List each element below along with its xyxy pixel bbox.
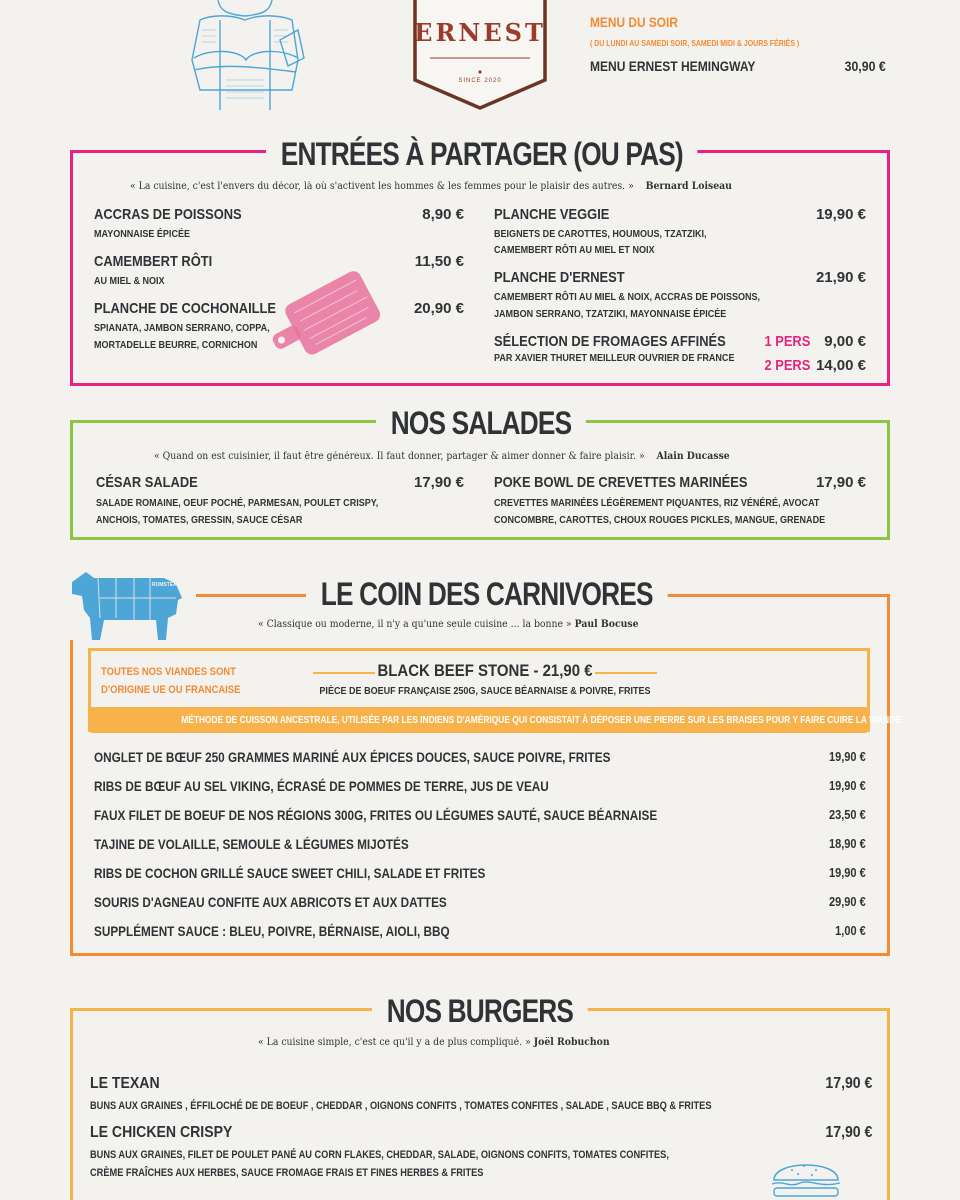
item-cesar-name: CÉSAR SALADE <box>96 474 198 491</box>
item-accras-desc: MAYONNAISE ÉPICÉE <box>94 228 191 240</box>
burger-chicken-desc-1: BUNS AUX GRAINES, FILET DE POULET PANÉ AU CORN FLAKES, CHEDDAR, SALADE, OIGNONS CONFITS, TOMATES CONFITES, <box>90 1149 669 1161</box>
chef-illustration <box>180 0 310 110</box>
item-cochonaille-desc-1: SPIANATA, JAMBON SERRANO, COPPA, <box>94 322 270 334</box>
carnivores-quote <box>258 619 639 630</box>
carnivores-title: LE COIN DES CARNIVORES <box>306 576 667 613</box>
meat-name: RIBS DE BŒUF AU SEL VIKING, ÉCRASÉ DE POMMES DE TERRE, JUS DE VEAU <box>94 778 549 794</box>
meat-row <box>94 894 866 914</box>
meat-name: RIBS DE COCHON GRILLÉ SAUCE SWEET CHILI, SALADE ET FRITES <box>94 865 486 881</box>
cooking-method-bar <box>91 707 904 733</box>
item-veggie-name: PLANCHE VEGGIE <box>494 206 610 223</box>
item-cesar-desc-2: ANCHOIS, TOMATES, GRESSIN, SAUCE CÉSAR <box>96 514 303 526</box>
burger-chicken-price: 17,90 € <box>825 1124 872 1141</box>
carnivores-left-border <box>70 640 73 956</box>
menu-du-soir-days: ( DU LUNDI AU SAMEDI SOIR, SAMEDI MIDI & JOURS FÉRIÉS ) <box>590 38 800 48</box>
item-ernest-board-desc-2: JAMBON SERRANO, TZATZIKI, MAYONNAISE ÉPICÉE <box>494 308 727 320</box>
salades-title: NOS SALADES <box>376 405 586 442</box>
item-accras-price: 8,90 € <box>422 206 464 223</box>
meat-price: 19,90 € <box>829 866 866 880</box>
origin-line-1: TOUTES NOS VIANDES SONT <box>101 666 236 678</box>
meat-name: FAUX FILET DE BOEUF DE NOS RÉGIONS 300G, FRITES OU LÉGUMES SAUTÉ, SAUCE BÉARNAISE <box>94 807 658 823</box>
burger-chicken-name: LE CHICKEN CRISPY <box>90 1124 233 1141</box>
meat-row <box>94 865 866 885</box>
meat-name: TAJINE DE VOLAILLE, SEMOULE & LÉGUMES MIJOTÉS <box>94 836 409 852</box>
meat-price: 19,90 € <box>829 750 866 764</box>
meat-price: 19,90 € <box>829 779 866 793</box>
item-camembert-desc: AU MIEL & NOIX <box>94 275 165 287</box>
burgers-quote-author: Joël Robuchon <box>533 1037 610 1048</box>
burgers-title: NOS BURGERS <box>372 993 588 1030</box>
item-poke-desc-1: CREVETTES MARINÉES LÉGÈREMENT PIQUANTES, RIZ VÉNÉRÉ, AVOCAT <box>494 497 820 509</box>
item-accras-name: ACCRAS DE POISSONS <box>94 206 242 223</box>
burger-texan-price: 17,90 € <box>825 1075 872 1092</box>
cutting-board-illustration <box>262 262 392 372</box>
meat-name: SOURIS D'AGNEAU CONFITE AUX ABRICOTS ET AUX DATTES <box>94 894 447 910</box>
entrees-title: ENTRÉES À PARTAGER (OU PAS) <box>266 136 698 173</box>
item-poke-desc-2: CONCOMBRE, CAROTTES, CHOUX ROUGES PICKLES, MANGUE, GRENADE <box>494 514 826 526</box>
item-ernest-board-desc-1: CAMEMBERT RÔTI AU MIEL & NOIX, ACCRAS DE POISSONS, <box>494 291 761 303</box>
item-fromages-desc: PAR XAVIER THURET MEILLEUR OUVRIER DE FRANCE <box>494 352 735 364</box>
fromages-2pers-label: 2 PERS <box>764 357 810 374</box>
burgers-quote-text: « La cuisine simple, c'est ce qu'il y a de plus compliqué. » <box>258 1037 531 1048</box>
ernest-logo <box>412 0 548 112</box>
meat-price: 18,90 € <box>829 837 866 851</box>
item-poke-price: 17,90 € <box>815 474 866 491</box>
item-ernest-board-name: PLANCHE D'ERNEST <box>494 269 625 286</box>
meat-row <box>94 778 866 798</box>
meat-name: ONGLET DE BŒUF 250 GRAMMES MARINÉ AUX ÉPICES DOUCES, SAUCE POIVRE, FRITES <box>94 749 611 765</box>
menu-du-soir-title: MENU DU SOIR <box>590 14 678 30</box>
logo-since: SINCE 2020 <box>458 78 502 84</box>
item-cesar-price: 17,90 € <box>413 474 464 491</box>
meat-price: 29,90 € <box>829 895 866 909</box>
fromages-1pers-price: 9,00 € <box>824 333 866 350</box>
item-veggie-desc-2: CAMEMBERT RÔTI AU MIEL ET NOIX <box>494 244 655 256</box>
menu-hemingway-name: MENU ERNEST HEMINGWAY <box>590 58 756 74</box>
entrees-quote <box>130 181 732 192</box>
meat-price: 23,50 € <box>829 808 866 822</box>
cow-illustration <box>64 564 188 644</box>
black-beef-stone-title: BLACK BEEF STONE - 21,90 € <box>377 661 593 680</box>
carnivores-quote-text: « Classique ou moderne, il n'y a qu'une seule cuisine ... la bonne » <box>258 619 572 630</box>
meat-price: 1,00 € <box>835 924 866 938</box>
salades-quote-text: « Quand on est cuisinier, il faut être généreux. Il faut donner, partager & aimer donner & faire plaisir. » <box>154 451 645 462</box>
origin-notice <box>101 663 240 699</box>
item-cochonaille-desc-2: MORTADELLE BEURRE, CORNICHON <box>94 339 258 351</box>
item-camembert-price: 11,50 € <box>414 253 464 270</box>
salades-quote <box>154 451 730 462</box>
burgers-quote <box>258 1037 610 1048</box>
item-cochonaille-name: PLANCHE DE COCHONAILLE <box>94 300 277 317</box>
logo-name: ERNEST <box>414 18 546 47</box>
cow-label-rumsteak: RUMSTEAK <box>152 582 181 588</box>
origin-line-2: D'ORIGINE UE OU FRANCAISE <box>101 684 241 696</box>
black-beef-stone-box <box>88 648 904 732</box>
fromages-1pers-label: 1 PERS <box>764 333 810 350</box>
burger-chicken-desc-2: CRÈME FRAÎCHES AUX HERBES, SAUCE FROMAGE FRAIS ET FINES HERBES & FRITES <box>90 1167 484 1179</box>
item-cochonaille-price: 20,90 € <box>413 300 464 317</box>
entrees-quote-text: « La cuisine, c'est l'envers du décor, là où s'activent les hommes & les femmes pour le plaisir des autres. » <box>130 181 634 192</box>
black-beef-stone-desc: PIÈCE DE BOEUF FRANÇAISE 250G, SAUCE BÉARNAISE & POIVRE, FRITES <box>319 685 651 697</box>
item-camembert-name: CAMEMBERT RÔTI <box>94 253 213 270</box>
fromages-2pers-price: 14,00 € <box>815 357 866 374</box>
item-veggie-desc-1: BEIGNETS DE CAROTTES, HOUMOUS, TZATZIKI, <box>494 228 707 240</box>
item-fromages-name: SÉLECTION DE FROMAGES AFFINÉS <box>494 333 726 350</box>
meat-row <box>94 923 866 943</box>
meat-name: SUPPLÉMENT SAUCE : BLEU, POIVRE, BÉRNAISE, AIOLI, BBQ <box>94 923 450 939</box>
carnivores-quote-author: Paul Bocuse <box>574 619 639 630</box>
burger-texan-name: LE TEXAN <box>90 1075 160 1092</box>
item-veggie-price: 19,90 € <box>815 206 866 223</box>
meat-row <box>94 836 866 856</box>
menu-hemingway-price: 30,90 € <box>844 58 886 74</box>
meat-row <box>94 807 866 827</box>
burger-texan-desc: BUNS AUX GRAINES , ÉFFILOCHÉ DE DE BOEUF , CHEDDAR , OIGNONS CONFITS , TOMATES CONFITES , SALADE , SAUCE BBQ & FRITES <box>90 1100 712 1112</box>
item-cesar-desc-1: SALADE ROMAINE, OEUF POCHÉ, PARMESAN, POULET CRISPY, <box>96 497 379 509</box>
entrees-quote-author: Bernard Loiseau <box>645 181 732 192</box>
salades-quote-author: Alain Ducasse <box>656 451 730 462</box>
item-ernest-board-price: 21,90 € <box>815 269 866 286</box>
cooking-method-text: MÉTHODE DE CUISSON ANCESTRALE, UTILISÉE PAR LES INDIENS D'AMÉRIQUE QUI CONSISTAIT À DÉPOSER UNE PIERRE SUR LES BRAISES POUR Y FAIRE CUIRE LA VIANDE. <box>181 714 904 726</box>
meat-row <box>94 749 866 769</box>
burger-illustration <box>768 1150 844 1200</box>
item-poke-name: POKE BOWL DE CREVETTES MARINÉES <box>494 474 748 491</box>
